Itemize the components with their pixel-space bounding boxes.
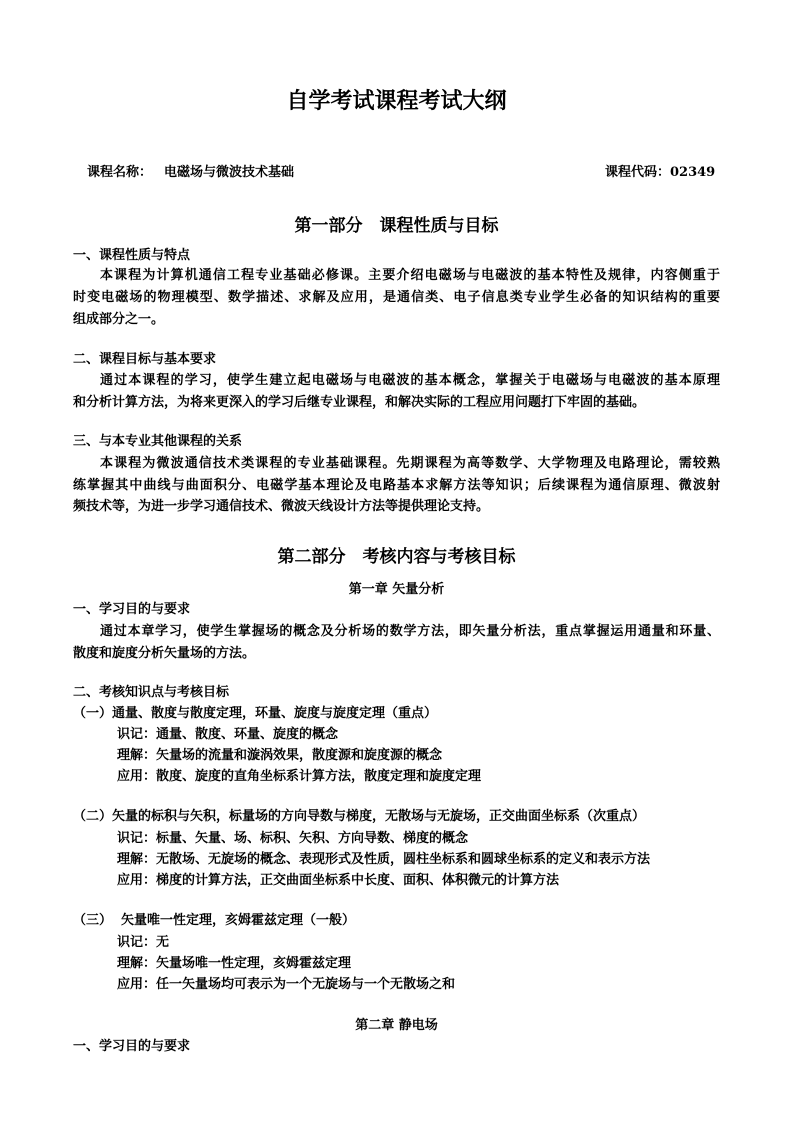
course-code: 课程代码：02349: [605, 165, 716, 180]
item-understand: 理解：无散场、无旋场的概念、表现形式及性质，圆柱坐标系和圆球坐标系的定义和表示方法: [117, 852, 651, 867]
course-name-label: 课程名称：: [87, 165, 153, 180]
paragraph-line: 组成部分之一。: [73, 312, 165, 327]
item-title: （二）矢量的标积与矢积，标量场的方向导数与梯度，无散场与无旋场，正交曲面坐标系（次重点）: [73, 809, 646, 824]
chapter1-heading: 第一章 矢量分析: [348, 582, 445, 597]
section-heading: 一、课程性质与特点: [73, 248, 191, 263]
paragraph-line: 练掌握其中曲线与曲面积分、电磁学基本理论及电路基本求解方法等知识；后续课程为通信原理、微波射: [73, 478, 720, 493]
section-heading: 二、考核知识点与考核目标: [73, 685, 230, 700]
item-title: （一）通量、散度与散度定理，环量、旋度与旋度定理（重点）: [73, 706, 438, 721]
paragraph-line: 频技术等，为进一步学习通信技术、微波天线设计方法等提供理论支持。: [73, 499, 490, 514]
paragraph-line: 通过本章学习，使学生掌握场的概念及分析场的数学方法，即矢量分析法，重点掌握运用通量和环量、: [100, 624, 720, 639]
paragraph-line: 和分析计算方法，为将来更深入的学习后继专业课程，和解决实际的工程应用问题打下牢固的基础。: [73, 395, 646, 410]
section-heading: 二、课程目标与基本要求: [73, 352, 217, 367]
paragraph-line: 本课程为微波通信技术类课程的专业基础课程。先期课程为高等数学、大学物理及电路理论，需较熟: [100, 456, 720, 471]
chapter2-heading: 第二章 静电场: [355, 1018, 438, 1033]
item-remember: 识记：无: [117, 935, 170, 950]
section-heading: 一、学习目的与要求: [73, 602, 191, 617]
paragraph-line: 通过本课程的学习，使学生建立起电磁场与电磁波的基本概念，掌握关于电磁场与电磁波的基本原理: [100, 373, 720, 388]
paragraph-line: 散度和旋度分析矢量场的方法。: [73, 646, 256, 661]
item-understand: 理解：矢量场唯一性定理，亥姆霍兹定理: [117, 956, 352, 971]
paragraph-line: 本课程为计算机通信工程专业基础必修课。主要介绍电磁场与电磁波的基本特性及规律，内容侧重于: [100, 268, 720, 283]
section-heading: 一、学习目的与要求: [73, 1039, 191, 1054]
item-remember: 识记：标量、矢量、场、标积、矢积、方向导数、梯度的概念: [117, 831, 469, 846]
item-apply: 应用：梯度的计算方法，正交曲面坐标系中长度、面积、体积微元的计算方法: [117, 873, 560, 888]
item-apply: 应用：任一矢量场均可表示为一个无旋场与一个无散场之和: [117, 977, 456, 992]
section-heading: 三、与本专业其他课程的关系: [73, 434, 243, 449]
course-name: 电磁场与微波技术基础: [164, 165, 295, 180]
page-title: 自学考试课程考试大纲: [286, 88, 507, 114]
item-remember: 识记：通量、散度、环量、旋度的概念: [117, 727, 339, 742]
part1-heading: 第一部分 课程性质与目标: [294, 216, 499, 236]
part2-heading: 第二部分 考核内容与考核目标: [277, 547, 516, 567]
item-apply: 应用：散度、旋度的直角坐标系计算方法，散度定理和旋度定理: [117, 769, 482, 784]
item-understand: 理解：矢量场的流量和漩涡效果，散度源和旋度源的概念: [117, 748, 443, 763]
item-title: （三） 矢量唯一性定理，亥姆霍兹定理（一般）: [73, 913, 356, 928]
paragraph-line: 时变电磁场的物理模型、数学描述、求解及应用，是通信类、电子信息类专业学生必备的知识结构的重要: [73, 290, 720, 305]
